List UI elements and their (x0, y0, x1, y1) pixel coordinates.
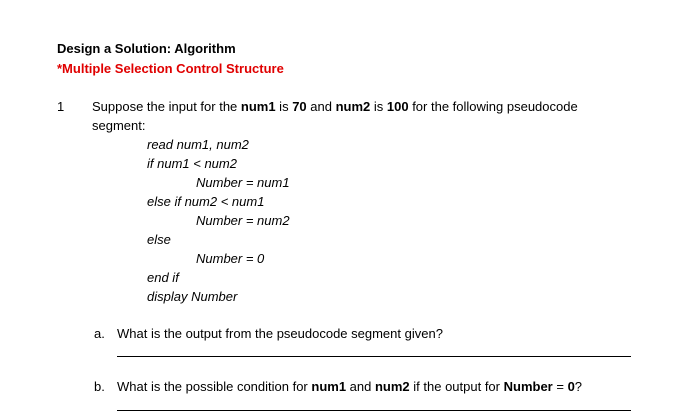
question-number: 1 (57, 99, 65, 114)
code-line-display: display Number (147, 289, 238, 304)
b-and: and (346, 379, 375, 394)
b-equals: = (552, 379, 568, 394)
code-line-else-if: else if num2 < num1 (147, 194, 265, 209)
answer-line-b[interactable] (117, 410, 631, 411)
code-line-if: if num1 < num2 (147, 156, 237, 171)
sub-question-a-text: What is the output from the pseudocode segment given? (117, 326, 443, 341)
code-line-assign-num2: Number = num2 (196, 213, 290, 228)
sub-question-b-text (117, 378, 582, 395)
b-middle: if the output for (409, 379, 504, 394)
code-line-assign-num1: Number = num1 (196, 175, 290, 190)
num1-value: 70 (292, 99, 307, 114)
num2-value: 100 (386, 99, 409, 114)
sub-question-a-letter: a. (94, 326, 105, 341)
b-end: ? (574, 379, 583, 394)
intro-after-text: for the following pseudocode (408, 99, 578, 114)
intro-text: Suppose the input for the (92, 99, 241, 114)
code-line-assign-zero: Number = 0 (196, 251, 265, 266)
is-text: is (275, 99, 293, 114)
b-number-label: Number (503, 379, 553, 394)
code-line-else: else (147, 232, 171, 247)
sub-question-b-letter: b. (94, 379, 105, 394)
page-subtitle: *Multiple Selection Control Structure (57, 61, 284, 76)
num1-label: num1 (240, 99, 276, 114)
b-num2: num2 (374, 379, 410, 394)
b-num1: num1 (311, 379, 347, 394)
code-line-read: read num1, num2 (147, 137, 249, 152)
num2-label: num2 (335, 99, 371, 114)
question-intro-line2: segment: (92, 118, 146, 133)
question-intro (92, 98, 578, 115)
page-title: Design a Solution: Algorithm (57, 41, 236, 56)
and-text: and (306, 99, 336, 114)
b-text-before: What is the possible condition for (117, 379, 312, 394)
is-text-2: is (370, 99, 387, 114)
answer-line-a[interactable] (117, 356, 631, 357)
code-line-end-if: end if (147, 270, 179, 285)
b-zero: 0 (567, 379, 575, 394)
